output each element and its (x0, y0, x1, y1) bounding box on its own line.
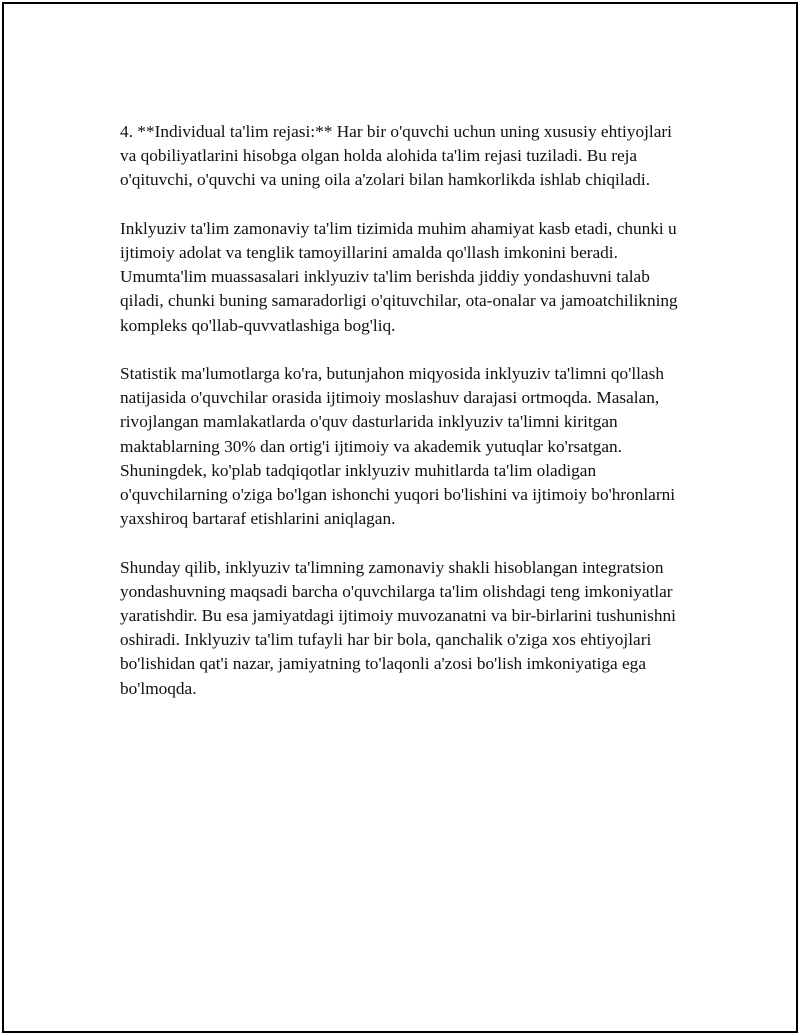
paragraph-conclusion: Shunday qilib, inklyuziv ta'limning zamonaviy shakli hisoblangan integratsion yondashuvning maqsadi barcha o'quvchilarga ta'lim olishdagi teng imkoniyatlar yaratishdir. Bu esa jamiyatdagi ijtimoiy muvozanatni va bir-birlarini tushunishni oshiradi. Inklyuziv ta'lim tufayli har bir bola, qanchalik o'ziga xos ehtiyojlari bo'lishidan qat'i nazar, jamiyatning to'laqonli a'zosi bo'lish imkoniyatiga ega bo'lmoqda. (120, 557, 676, 698)
paragraph-statistics: Statistik ma'lumotlarga ko'ra, butunjahon miqyosida inklyuziv ta'limni qo'llash natijasida o'quvchilar orasida ijtimoiy moslashuv darajasi ortmoqda. Masalan, rivojlangan mamlakatlarda o'quv dasturlarida inklyuziv ta'limni kiritgan maktablarning 30% dan ortig'i ijtimoiy va akademik yutuqlar ko'rsatgan. Shuningdek, ko'plab tadqiqotlar inklyuziv muhitlarda ta'lim oladigan o'quvchilarning o'ziga bo'lgan ishonchi yuqori bo'lishini va ijtimoiy bo'hronlarni yaxshiroq bartaraf etishlarini aniqlagan. (120, 364, 676, 529)
document-body (120, 120, 690, 725)
paragraph-individual-plan: 4. **Individual ta'lim rejasi:** Har bir o'quvchi uchun uning xususiy ehtiyojlari va qobiliyatlarini hisobga olgan holda alohida ta'lim rejasi tuziladi. Bu reja o'qituvchi, o'quvchi va uning oila a'zolari bilan hamkorlikda ishlab chiqiladi. (120, 122, 672, 190)
page-frame (2, 2, 798, 1033)
paragraph-inclusive-importance: Inklyuziv ta'lim zamonaviy ta'lim tizimida muhim ahamiyat kasb etadi, chunki u ijtimoiy adolat va tenglik tamoyillarini amalda qo'llash imkonini beradi. Umumta'lim muassasalari inklyuziv ta'lim berishda jiddiy yondashuvni talab qiladi, chunki buning samaradorligi o'qituvchilar, ota-onalar va jamoatchilikning kompleks qo'llab-quvvatlashiga bog'liq. (120, 218, 678, 335)
